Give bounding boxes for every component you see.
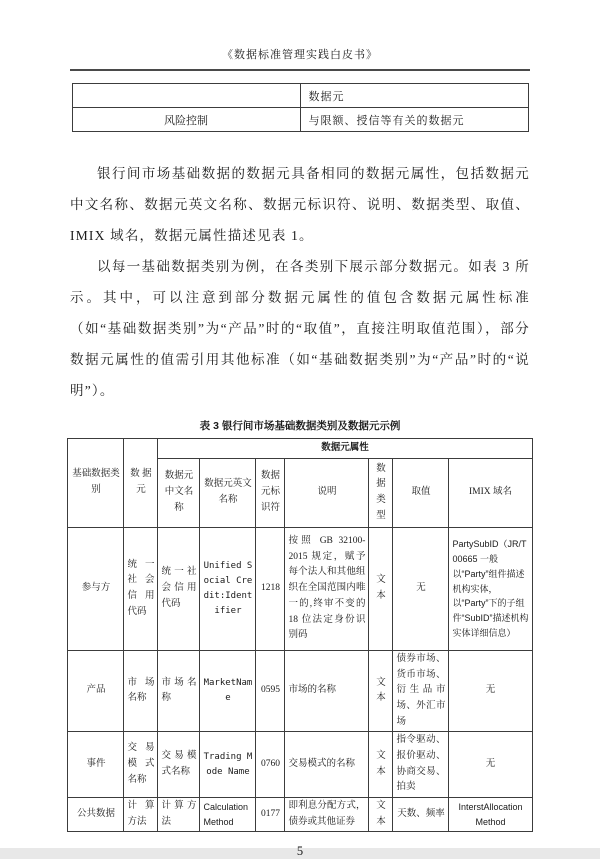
cell-en-name: Calculation Method xyxy=(200,798,256,832)
cell-en-name: Unified Social Credit:Identifier xyxy=(200,528,256,651)
cell-category: 参与方 xyxy=(68,528,124,651)
cell-cn-name: 交易模式名称 xyxy=(158,732,200,798)
cell-category: 产品 xyxy=(68,651,124,732)
cell-identifier: 0177 xyxy=(256,798,285,832)
table-row xyxy=(72,84,528,108)
cell-data-type: 文本 xyxy=(369,732,393,798)
cell-data-type: 文本 xyxy=(369,798,393,832)
page-header-title: 《数据标准管理实践白皮书》 xyxy=(222,49,378,61)
data-elements-table xyxy=(67,438,532,832)
cell-cn-name: 统一社会信用代码 xyxy=(158,528,200,651)
header-en-name: 数据元英文名称 xyxy=(200,459,256,528)
cell-element: 交易模式名称 xyxy=(124,732,158,798)
cell-data-type: 文本 xyxy=(369,528,393,651)
table3-caption: 表 3 银行间市场基础数据类别及数据元示例 xyxy=(199,420,401,432)
header-description: 说明 xyxy=(285,459,369,528)
cell-category: 公共数据 xyxy=(68,798,124,832)
cell-elements: 数据元 xyxy=(300,84,528,108)
cell-identifier: 0760 xyxy=(256,732,285,798)
cell-identifier: 1218 xyxy=(256,528,285,651)
header-data-type: 数据类型 xyxy=(369,459,393,528)
cell-en-name: Trading Mode Name xyxy=(200,732,256,798)
table-header-row xyxy=(68,439,532,459)
cell-description: 按照 GB 32100-2015 规定，赋予每个法人和其他组织在全国范围内唯一的,终审不变的 18 位法定身份识别码 xyxy=(285,528,369,651)
cell-en-name: MarketName xyxy=(200,651,256,732)
cell-data-type: 文本 xyxy=(369,651,393,732)
cell-imix: 无 xyxy=(449,732,532,798)
cell-description: 市场的名称 xyxy=(285,651,369,732)
header-identifier: 数据元标识符 xyxy=(256,459,285,528)
header-element: 数 据 元 xyxy=(124,439,158,528)
cell-cn-name: 市场名称 xyxy=(158,651,200,732)
header-cn-name: 数据元中文名称 xyxy=(158,459,200,528)
table-row xyxy=(68,651,532,732)
cell-element: 统一社会信用代码 xyxy=(124,528,158,651)
table-row xyxy=(68,528,532,651)
cell-value: 债券市场、货币市场、衍生品市场、外汇市场 xyxy=(393,651,449,732)
cell-description: 即利息分配方式，债券或其他证券 xyxy=(285,798,369,832)
cell-imix: InterstAllocation Method xyxy=(449,798,532,832)
cell-element: 计算方法 xyxy=(124,798,158,832)
cell-category xyxy=(72,84,300,108)
cell-category: 风险控制 xyxy=(72,108,300,132)
body-text xyxy=(70,158,530,406)
header-value: 取值 xyxy=(393,459,449,528)
cell-elements: 与限额、授信等有关的数据元 xyxy=(300,108,528,132)
cell-value: 天数、频率 xyxy=(393,798,449,832)
cell-cn-name: 计算方法 xyxy=(158,798,200,832)
cell-value: 无 xyxy=(393,528,449,651)
cell-category: 事件 xyxy=(68,732,124,798)
paragraph-1: 银行间市场基础数据的数据元具备相同的数据元属性，包括数据元中文名称、数据元英文名称、数据元标识符、说明、数据类型、取值、IMIX 域名，数据元属性描述见表 1。 xyxy=(70,166,530,243)
header-rule xyxy=(70,69,530,71)
cell-identifier: 0595 xyxy=(256,651,285,732)
cell-description: 交易模式的名称 xyxy=(285,732,369,798)
header-category: 基础数据类别 xyxy=(68,439,124,528)
header-imix: IMIX 域名 xyxy=(449,459,532,528)
risk-category-table xyxy=(72,83,529,132)
cell-value: 指令驱动、报价驱动、协商交易、拍卖 xyxy=(393,732,449,798)
header-attributes-group: 数据元属性 xyxy=(158,439,532,459)
table-row xyxy=(68,798,532,832)
cell-imix: PartySubID（JR/T 00665 一般以“Party”组件描述机构实体，以“Party”下的子组件“SubID”描述机构实体详细信息） xyxy=(449,528,532,651)
table-row xyxy=(68,732,532,798)
paragraph-2: 以每一基础数据类别为例，在各类别下展示部分数据元。如表 3 所示。其中，可以注意到部分数据元属性的值包含数据元属性标准（如“基础数据类别”为“产品”时的“取值”，直接注明取值范围），部分数据元属性的值需引用其他标准（如“基础数据类别”为“产品”时的“说明”）。 xyxy=(70,259,530,398)
page-number: 5 xyxy=(296,844,304,859)
cell-imix: 无 xyxy=(449,651,532,732)
cell-element: 市场名称 xyxy=(124,651,158,732)
table-row xyxy=(72,108,528,132)
